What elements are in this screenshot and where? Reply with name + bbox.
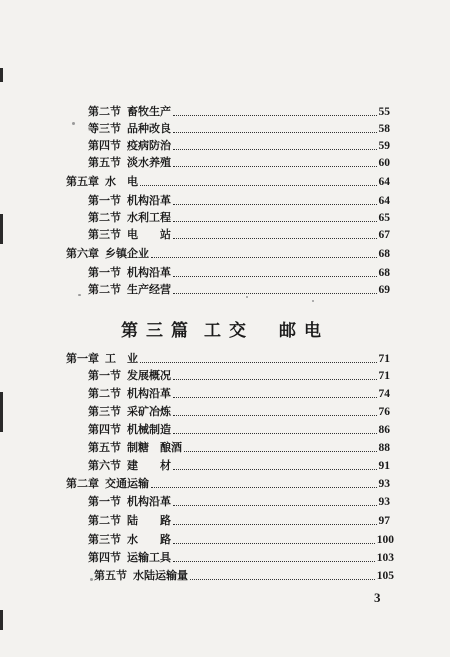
toc-section-label: 第一节 xyxy=(88,194,121,207)
toc-leader-dots xyxy=(173,524,377,525)
toc-title: 畜牧生产 xyxy=(127,105,171,118)
toc-page-number: 100 xyxy=(376,534,394,546)
toc-page-number: 103 xyxy=(376,552,394,564)
toc-section-label: 第一节 xyxy=(88,266,121,279)
toc-entry xyxy=(88,532,394,548)
toc-section-label: 第六节 xyxy=(88,459,121,472)
toc-section-label: 第五节 xyxy=(94,569,127,582)
toc-title: 电 站 xyxy=(127,228,171,241)
toc-leader-dots xyxy=(173,379,377,380)
toc-chapter-entry xyxy=(66,476,390,492)
toc-leader-dots xyxy=(173,293,377,294)
scan-edge-mark xyxy=(0,392,3,432)
toc-section-label: 第一节 xyxy=(88,369,121,382)
toc-leader-dots xyxy=(151,487,377,488)
toc-entry xyxy=(88,458,390,474)
toc-page-number: 60 xyxy=(378,157,390,169)
toc-chapter-entry xyxy=(66,351,390,367)
toc-page-number: 88 xyxy=(378,442,390,454)
toc-title: 淡水养殖 xyxy=(127,156,171,169)
toc-section-label: 等三节 xyxy=(88,122,121,135)
toc-title: 水 电 xyxy=(105,175,138,188)
toc-page-number: 93 xyxy=(378,496,390,508)
toc-page-number: 55 xyxy=(378,106,390,118)
toc-title: 机构沿革 xyxy=(127,495,171,508)
toc-entry xyxy=(88,422,390,438)
toc-leader-dots xyxy=(173,543,375,544)
toc-entry xyxy=(88,282,390,298)
scan-edge-mark xyxy=(0,610,3,630)
toc-leader-dots xyxy=(140,185,377,186)
toc-page-number: 59 xyxy=(378,140,390,152)
toc-title: 水利工程 xyxy=(127,211,171,224)
toc-entry xyxy=(88,155,390,171)
toc-section-label: 第二节 xyxy=(88,283,121,296)
toc-title: 机械制造 xyxy=(127,423,171,436)
toc-title: 疫病防治 xyxy=(127,139,171,152)
toc-section-label: 第五节 xyxy=(88,441,121,454)
toc-section-label: 第三节 xyxy=(88,405,121,418)
toc-entry xyxy=(88,386,390,402)
toc-page-number: 86 xyxy=(378,424,390,436)
toc-title: 机构沿革 xyxy=(127,266,171,279)
toc-leader-dots xyxy=(173,276,377,277)
toc-title: 品种改良 xyxy=(127,122,171,135)
toc-chapter-label: 第五章 xyxy=(66,175,99,188)
toc-leader-dots xyxy=(173,505,377,506)
toc-entry xyxy=(88,138,390,154)
toc-entry xyxy=(88,513,390,529)
toc-page-number: 74 xyxy=(378,388,390,400)
toc-section-label: 第四节 xyxy=(88,551,121,564)
part-label: 第三篇 xyxy=(121,321,196,341)
toc-title: 水 路 xyxy=(127,533,171,546)
toc-page-number: 76 xyxy=(378,406,390,418)
toc-title: 乡镇企业 xyxy=(105,247,149,260)
toc-section-label: 第二节 xyxy=(88,387,121,400)
toc-page-number: 68 xyxy=(378,248,390,260)
toc-leader-dots xyxy=(190,579,375,580)
toc-page-number: 97 xyxy=(378,515,390,527)
toc-chapter-label: 第六章 xyxy=(66,247,99,260)
toc-page-number: 93 xyxy=(378,478,390,490)
toc-page-number: 65 xyxy=(378,212,390,224)
part-heading xyxy=(0,316,450,341)
scan-speck xyxy=(90,578,93,581)
toc-section-label: 第二节 xyxy=(88,514,121,527)
toc-entry xyxy=(88,440,390,456)
toc-title: 运输工具 xyxy=(127,551,171,564)
toc-section-label: 第四节 xyxy=(88,139,121,152)
scan-speck xyxy=(78,294,81,296)
scan-edge-mark xyxy=(0,214,3,244)
toc-leader-dots xyxy=(173,149,377,150)
toc-chapter-label: 第一章 xyxy=(66,352,99,365)
toc-section-label: 第二节 xyxy=(88,211,121,224)
toc-entry xyxy=(88,550,394,566)
toc-leader-dots xyxy=(173,204,377,205)
toc-entry xyxy=(88,121,390,137)
scan-edge-mark xyxy=(0,68,3,82)
toc-leader-dots xyxy=(173,433,377,434)
toc-leader-dots xyxy=(173,238,377,239)
toc-page-number: 91 xyxy=(378,460,390,472)
toc-leader-dots xyxy=(173,561,375,562)
toc-title: 建 材 xyxy=(127,459,171,472)
toc-entry xyxy=(94,568,394,584)
toc-leader-dots xyxy=(173,469,377,470)
toc-title: 采矿冶炼 xyxy=(127,405,171,418)
toc-entry xyxy=(88,104,390,120)
toc-section-label: 第一节 xyxy=(88,495,121,508)
toc-leader-dots xyxy=(173,132,377,133)
toc-leader-dots xyxy=(173,415,377,416)
toc-page-number: 69 xyxy=(378,284,390,296)
toc-title: 陆 路 xyxy=(127,514,171,527)
toc-leader-dots xyxy=(173,221,377,222)
toc-title: 机构沿革 xyxy=(127,194,171,207)
toc-section-label: 第二节 xyxy=(88,105,121,118)
toc-page-number: 64 xyxy=(378,195,390,207)
toc-entry xyxy=(88,368,390,384)
toc-chapter-entry xyxy=(66,246,390,262)
toc-leader-dots xyxy=(151,257,377,258)
toc-title: 生产经营 xyxy=(127,283,171,296)
toc-section-label: 第五节 xyxy=(88,156,121,169)
part-title-text: 工交 邮电 xyxy=(204,321,329,341)
scan-speck xyxy=(72,122,75,125)
toc-page-number: 64 xyxy=(378,176,390,188)
toc-title: 发展概况 xyxy=(127,369,171,382)
toc-page-number: 58 xyxy=(378,123,390,135)
toc-entry xyxy=(88,227,390,243)
toc-page-number: 67 xyxy=(378,229,390,241)
toc-leader-dots xyxy=(173,397,377,398)
toc-entry xyxy=(88,265,390,281)
toc-page-number: 71 xyxy=(378,370,390,382)
toc-entry xyxy=(88,210,390,226)
toc-page-number: 71 xyxy=(378,353,390,365)
toc-leader-dots xyxy=(173,166,377,167)
toc-chapter-entry xyxy=(66,174,390,190)
toc-entry xyxy=(88,193,390,209)
toc-title: 交通运输 xyxy=(105,477,149,490)
toc-leader-dots xyxy=(173,115,377,116)
toc-title: 机构沿革 xyxy=(127,387,171,400)
toc-page-number: 105 xyxy=(376,570,394,582)
toc-section-label: 第三节 xyxy=(88,533,121,546)
toc-title: 制糖 酿酒 xyxy=(127,441,182,454)
page-number: 3 xyxy=(374,590,381,605)
scan-speck xyxy=(312,300,314,302)
toc-entry xyxy=(88,494,390,510)
toc-page-number: 68 xyxy=(378,267,390,279)
toc-entry xyxy=(88,404,390,420)
toc-section-label: 第四节 xyxy=(88,423,121,436)
toc-title: 水陆运输量 xyxy=(133,569,188,582)
toc-leader-dots xyxy=(140,362,377,363)
toc-section-label: 第三节 xyxy=(88,228,121,241)
toc-chapter-label: 第二章 xyxy=(66,477,99,490)
toc-title: 工 业 xyxy=(105,352,138,365)
toc-leader-dots xyxy=(184,451,377,452)
